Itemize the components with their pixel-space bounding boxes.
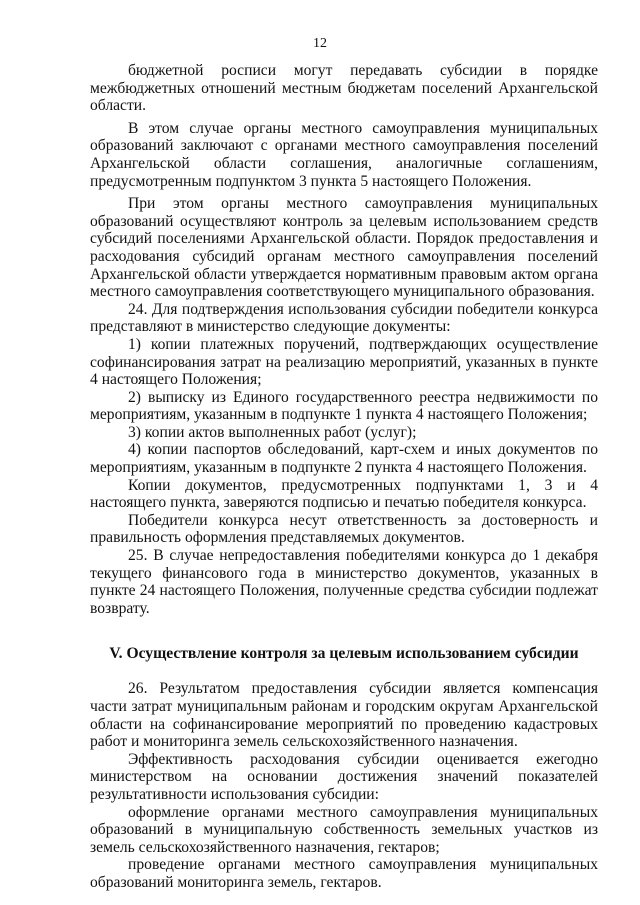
indicator-land-monitoring: проведение органами местного самоуправления муниципальных образований мониторинга земель, гектаров. (90, 856, 598, 891)
list-item-3: 3) копии актов выполненных работ (услуг); (128, 423, 417, 441)
document-body (90, 62, 598, 892)
list-item-4: 4) копии паспортов обследований, карт-схем и иных документов по мероприятиям, указанным в подпункте 2 пункта 4 настоящего Положения. (90, 441, 598, 477)
list-item-1: 1) копии платежных поручений, подтверждающих осуществление софинансирования затрат на реализацию мероприятий, указанных в пункте 4 настоящего Положения; (90, 335, 598, 389)
section-heading: V. Осуществление контроля за целевым использованием субсидии (109, 645, 579, 663)
paragraph-agreements: В этом случае органы местного самоуправления муниципальных образований заключают с органами местного самоуправления поселений Архангельской области соглашения, аналогичные соглашениям, предусмотренным подпунктом 3 пункта 5 настоящего Положения. (90, 119, 598, 190)
indicator-land-registration: оформление органами местного самоуправления муниципальных образований в муниципальную собственность земельных участков из земель сельскохозяйственного назначения, гектаров; (90, 803, 598, 856)
paragraph-control: При этом органы местного самоуправления муниципальных образований осуществляют контроль за целевым использованием средств субсидий поселениями Архангельской области. Порядок предоставления и расходования субсидий органам местного самоуправления поселений Архангельской области утверждается нормативным правовым актом органа местного самоуправления соответствующего муниципального образования. (90, 195, 598, 301)
paragraph-copies: Копии документов, предусмотренных подпунктами 1, 3 и 4 настоящего пункта, заверяются подписью и печатью победителя конкурса. (90, 476, 598, 512)
paragraph-budget-transfer: бюджетной росписи могут передавать субсидии в порядке межбюджетных отношений местным бюджетам поселений Архангельской области. (90, 62, 598, 115)
paragraph-efficiency: Эффективность расходования субсидии оценивается ежегодно министерством на основании достижения значений показателей результативности использования субсидии: (90, 750, 598, 803)
list-item-2: 2) выписку из Единого государственного реестра недвижимости по мероприятиям, указанным в подпункте 1 пункта 4 настоящего Положения; (90, 388, 598, 424)
paragraph-responsibility: Победители конкурса несут ответственность за достоверность и правильность оформления представляемых документов. (90, 511, 598, 547)
paragraph-item-26: 26. Результатом предоставления субсидии является компенсация части затрат муниципальным районам и городским округам Архангельской области на софинансирование мероприятий по проведению кадастровых работ и мониторинга земель сельскохозяйственного назначения. (90, 680, 598, 751)
paragraph-item-25: 25. В случае непредоставления победителями конкурса до 1 декабря текущего финансового года в министерство документов, указанных в пункте 24 настоящего Положения, полученные средства субсидии подлежат возврату. (90, 547, 598, 617)
page-number: 12 (313, 36, 327, 51)
paragraph-item-24: 24. Для подтверждения использования субсидии победители конкурса представляют в министерство следующие документы: (90, 300, 598, 336)
